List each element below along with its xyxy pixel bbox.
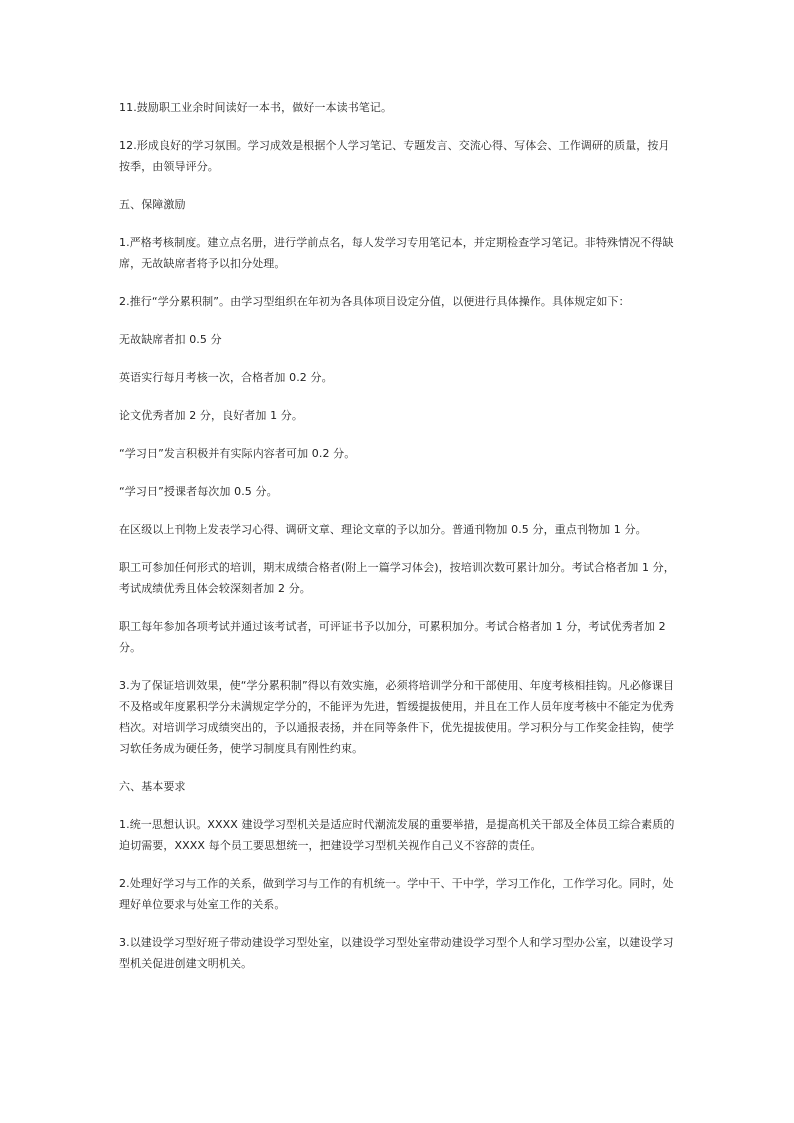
paragraph-training-effect: 3.为了保证培训效果，使“学分累积制”得以有效实施，必须将培训学分和干部使用、年度考核相挂钩。凡必修课目不及格或年度累积学分未满规定学分的，不能评为先进，暂缓提拔使用，并且在工作人员年度考核中不能定为优秀档次。对培训学习成绩突出的，予以通报表扬，并在同等条件下，优先提拔使用。学习积分与工作奖金挂钩，使学习软任务成为硬任务，使学习制度具有刚性约束。 [119, 679, 675, 755]
paragraph-unify-thinking: 1.统一思想认识。XXXX 建设学习型机关是适应时代潮流发展的重要举措，是提高机关干部及全体员工综合素质的迫切需要，XXXX 每个员工要思想统一，把建设学习型机关视作自己义不容辞的责任。 [119, 818, 675, 852]
section-heading-incentives: 五、保障激励 [119, 198, 186, 211]
document-body [119, 97, 679, 991]
paragraph-11-reading: 11.鼓励职工业余时间读好一本书，做好一本读书笔记。 [119, 101, 393, 114]
rule-training: 职工可参加任何形式的培训，期末成绩合格者(附上一篇学习体会)，按培训次数可累计加分。考试合格者加 1 分，考试成绩优秀且体会较深刻者加 2 分。 [119, 561, 675, 595]
rule-thesis: 论文优秀者加 2 分，良好者加 1 分。 [119, 409, 303, 422]
rule-absence: 无故缺席者扣 0.5 分 [119, 333, 222, 346]
paragraph-learning-organization: 3.以建设学习型好班子带动建设学习型处室，以建设学习型处室带动建设学习型个人和学习型办公室，以建设学习型机关促进创建文明机关。 [119, 936, 674, 970]
rule-exams: 职工每年参加各项考试并通过该考试者，可评证书予以加分，可累积加分。考试合格者加 1 分，考试优秀者加 2 分。 [119, 620, 666, 654]
rule-study-day-speech: “学习日”发言积极并有实际内容者可加 0.2 分。 [119, 447, 356, 460]
paragraph-study-work-balance: 2.处理好学习与工作的关系，做到学习与工作的有机统一。学中干、干中学，学习工作化，工作学习化。同时，处理好单位要求与处室工作的关系。 [119, 877, 674, 911]
paragraph-12-atmosphere: 12.形成良好的学习氛围。学习成效是根据个人学习笔记、专题发言、交流心得、写体会、工作调研的质量，按月按季，由领导评分。 [119, 139, 670, 173]
rule-study-day-lecture: “学习日”授课者每次加 0.5 分。 [119, 485, 278, 498]
section-heading-requirements: 六、基本要求 [119, 780, 186, 793]
rule-publication: 在区级以上刊物上发表学习心得、调研文章、理论文章的予以加分。普通刊物加 0.5 分，重点刊物加 1 分。 [119, 523, 647, 536]
rule-english: 英语实行每月考核一次，合格者加 0.2 分。 [119, 371, 333, 384]
paragraph-assessment-system: 1.严格考核制度。建立点名册，进行学前点名，每人发学习专用笔记本，并定期检查学习笔记。非特殊情况不得缺席，无故缺席者将予以扣分处理。 [119, 236, 674, 270]
paragraph-credit-system: 2.推行“学分累积制”。由学习型组织在年初为各具体项目设定分值，以便进行具体操作。具体规定如下： [119, 295, 630, 308]
